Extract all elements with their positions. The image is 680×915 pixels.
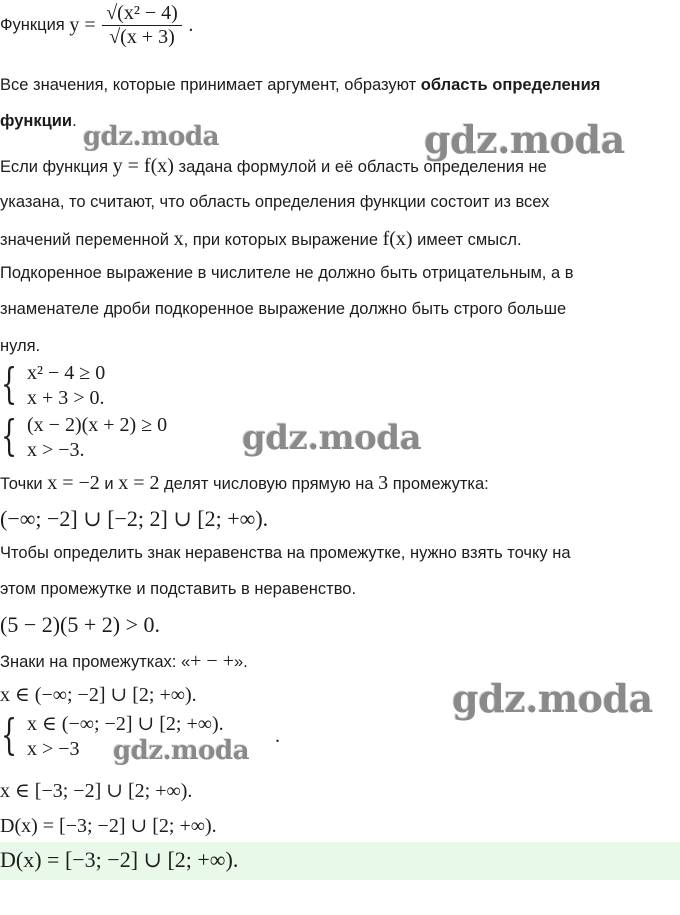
domain-bold-2: функции <box>0 112 73 130</box>
intervals-math: (−∞; −2] ∪ [−2; 2] ∪ [2; +∞). <box>0 506 269 531</box>
values-text-c: имеет смысл. <box>412 231 522 249</box>
fraction-denominator: √(x + 3) <box>109 26 175 48</box>
domain-bold-1: область определения <box>420 76 601 94</box>
system-inequalities-3 <box>0 712 300 764</box>
fraction-numerator: √(x² − 4) <box>102 2 182 26</box>
system2-row-2: x > −3. <box>27 439 85 461</box>
system1-row-1: x² − 4 ≥ 0 <box>27 362 106 384</box>
sign-text-2: этом промежутке и подставить в неравенство. <box>0 580 357 598</box>
points-number: 3 <box>378 472 389 494</box>
function-definition <box>0 2 193 60</box>
domain-sentence-2 <box>0 112 77 131</box>
radicand-text-1: Подкоренное выражение в числителе не должно быть отрицательным, а в <box>0 264 574 282</box>
function-fraction <box>102 2 182 49</box>
function-prefix: Функция <box>0 16 70 34</box>
radicand-text-3: нуля. <box>0 337 41 355</box>
watermark-logo: gdz.moda <box>242 418 422 458</box>
system3-dot: . <box>275 725 280 747</box>
d-result-math: D(x) = [−3; −2] ∪ [2; +∞). <box>0 815 217 837</box>
points-text-a: Точки <box>0 475 48 493</box>
signs-text-b: ». <box>234 653 248 671</box>
points-math-2: x = 2 <box>118 472 160 494</box>
if-sentence <box>0 155 547 178</box>
system-inequalities-2 <box>0 413 260 465</box>
radicand-line-2 <box>0 300 566 319</box>
watermark-logo: gdz.moda <box>452 676 653 721</box>
signs-math: + − + <box>190 650 234 672</box>
d-result-line <box>0 813 217 838</box>
system2-row-1: (x − 2)(x + 2) ≥ 0 <box>27 414 168 436</box>
sign-text-1: Чтобы определить знак неравенства на промежутке, нужно взять точку на <box>0 544 571 562</box>
system-inequalities-1 <box>0 361 260 413</box>
sign-line-2 <box>0 580 356 599</box>
x-in-line <box>0 682 197 707</box>
points-text-b: делят числовую прямую на <box>159 475 379 493</box>
system3-row-1: x ∈ (−∞; −2] ∪ [2; +∞). <box>27 713 224 735</box>
if-math: y = f(x) <box>112 155 174 177</box>
domain-end: . <box>72 112 77 130</box>
function-end: . <box>188 14 194 36</box>
values-x: x <box>173 228 184 250</box>
left-brace: { <box>1 359 18 408</box>
indicated-text: указана, то считают, что область определения функции состоит из всех <box>0 193 550 211</box>
watermark-logo: gdz.moda <box>424 117 625 162</box>
radicand-line-1 <box>0 264 574 283</box>
intervals-line <box>0 506 268 532</box>
values-sentence <box>0 228 522 251</box>
system3-row-2: x > −3 <box>27 738 80 760</box>
points-and: и <box>99 475 119 493</box>
points-sentence <box>0 472 489 495</box>
signs-line <box>0 650 248 673</box>
points-text-c: промежутка: <box>388 475 489 493</box>
answer-box <box>0 842 680 880</box>
domain-text-a: Все значения, которые принимает аргумент, образуют <box>0 76 421 94</box>
x-in-math: x ∈ (−∞; −2] ∪ [2; +∞). <box>0 684 197 706</box>
if-text-a: Если функция <box>0 158 113 176</box>
function-y: y = <box>69 14 96 36</box>
radicand-text-2: знаменателе дроби подкоренное выражение должно быть строго больше <box>0 300 567 318</box>
domain-sentence-1 <box>0 76 600 95</box>
test-point-line <box>0 612 160 638</box>
x-result-line <box>0 778 192 803</box>
points-math-1: x = −2 <box>47 472 100 494</box>
if-text-b: задана формулой и её область определения не <box>173 158 547 176</box>
values-text-a: значений переменной <box>0 231 174 249</box>
values-fx: f(x) <box>382 228 413 250</box>
x-result-math: x ∈ [−3; −2] ∪ [2; +∞). <box>0 780 193 802</box>
left-brace: { <box>1 710 18 759</box>
system1-row-2: x + 3 > 0. <box>27 387 105 409</box>
sign-line-1 <box>0 544 571 563</box>
values-text-b: , при которых выражение <box>183 231 383 249</box>
watermark-logo: gdz.moda <box>113 736 250 766</box>
indicated-sentence <box>0 193 549 212</box>
signs-text-a: Знаки на промежутках: « <box>0 653 191 671</box>
left-brace: { <box>1 411 18 460</box>
answer-math: D(x) = [−3; −2] ∪ [2; +∞). <box>0 847 239 872</box>
radicand-line-3 <box>0 337 40 356</box>
watermark-logo: gdz.moda <box>83 122 220 152</box>
test-point-math: (5 − 2)(5 + 2) > 0. <box>0 612 161 637</box>
